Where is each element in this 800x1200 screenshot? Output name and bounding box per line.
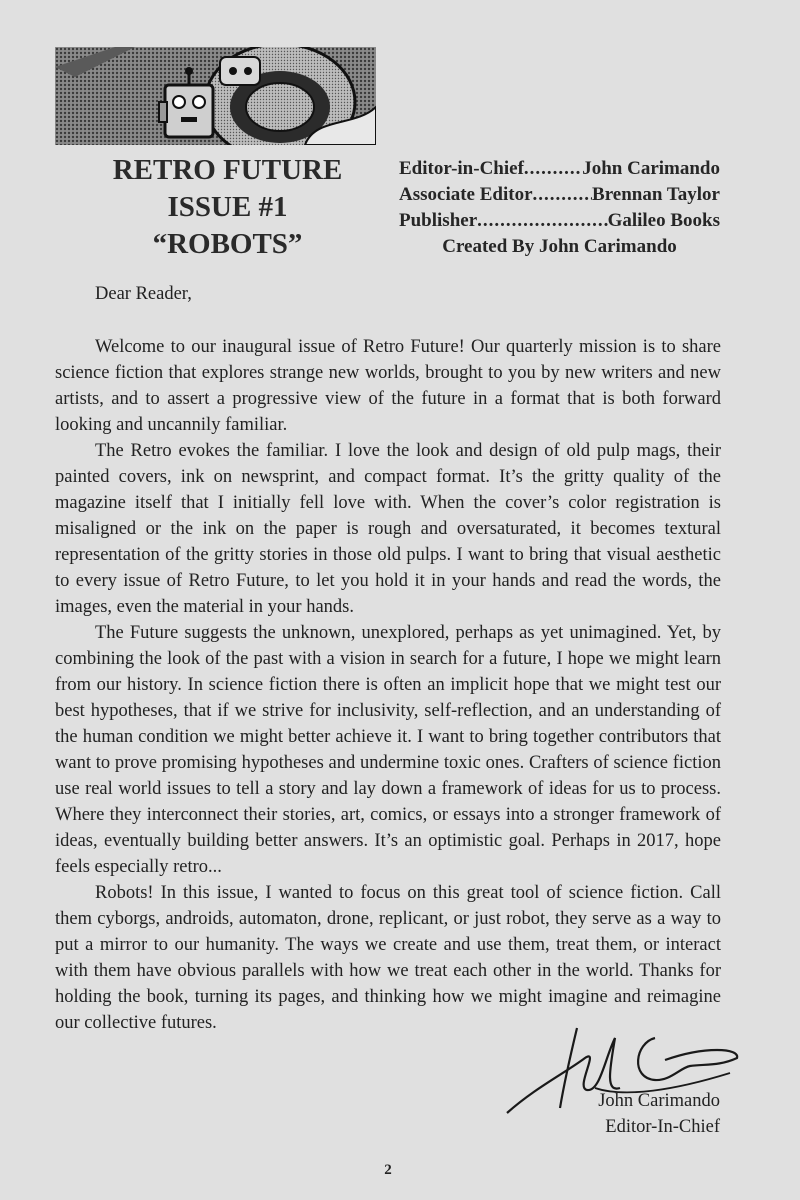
issue-title-block bbox=[55, 152, 400, 263]
magazine-title: RETRO FUTURE bbox=[112, 154, 343, 186]
issue-number: ISSUE #1 bbox=[167, 191, 288, 223]
signoff-name: John Carimando bbox=[598, 1091, 720, 1111]
leader-dots bbox=[477, 208, 607, 234]
publisher-role: Publisher bbox=[399, 210, 478, 231]
masthead bbox=[399, 156, 720, 260]
letter-paragraph: Welcome to our inaugural issue of Retro Future! Our quarterly mission is to share science fiction that explores strange new worlds, brought to you by new writers and new artists, and to assert a progressive view of the future in a format that is both forward looking and uncannily familiar. bbox=[55, 337, 721, 435]
publisher-name: Galileo Books bbox=[607, 210, 720, 231]
leader-dots bbox=[524, 156, 582, 182]
robot-illustration-banner bbox=[55, 47, 376, 145]
associate-name: Brennan Taylor bbox=[592, 184, 720, 205]
page-number: 2 bbox=[384, 1162, 392, 1178]
associate-role: Associate Editor bbox=[399, 184, 533, 205]
editor-name: John Carimando bbox=[582, 158, 720, 179]
masthead-publisher-row bbox=[399, 208, 720, 234]
letter-paragraph: Robots! In this issue, I wanted to focus on this great tool of science fiction. Call them cyborgs, androids, automaton, drone, replicant, or just robot, they serve as a way to put a mirror to our humanity. The ways we create and use them, treat them, or interact with them have obvious parallels with how we treat each other in the world. Thanks for holding the book, turning its pages, and thinking how we might imagine and reimagine our collective futures. bbox=[55, 883, 721, 1033]
masthead-editor-row bbox=[399, 156, 720, 182]
leader-dots bbox=[533, 182, 593, 208]
created-by: Created By John Carimando bbox=[442, 236, 677, 257]
issue-theme: “ROBOTS” bbox=[152, 228, 303, 260]
letter-greeting: Dear Reader, bbox=[95, 284, 192, 304]
signoff bbox=[598, 1088, 720, 1140]
letter-paragraph: The Future suggests the unknown, unexplored, perhaps as yet unimagined. Yet, by combining the look of the past with a vision in search for a future, I hope we might learn from our history. In science fiction there is often an implicit hope that we might test our best hypotheses, that if we strive for inclusivity, self-reflection, and an understanding of the human condition we might better achieve it. I want to bring together contributors that want to prove promising hypotheses and undermine toxic ones. Crafters of science fiction use real world issues to tell a story and lay down a framework of ideas for us to process. Where they interconnect their stories, art, comics, or essays into a stronger framework of ideas, eventually building better answers. It’s an optimistic goal. Perhaps in 2017, hope feels especially retro... bbox=[55, 623, 721, 877]
editor-role: Editor-in-Chief bbox=[399, 158, 524, 179]
editor-letter bbox=[55, 281, 721, 1036]
robot-illustration-icon bbox=[55, 47, 376, 145]
signoff-title: Editor-In-Chief bbox=[605, 1117, 720, 1137]
masthead-associate-row bbox=[399, 182, 720, 208]
letter-paragraph: The Retro evokes the familiar. I love the look and design of old pulp mags, their painted covers, ink on newsprint, and compact format. It’s the gritty quality of the magazine itself that I initially fell love with. When the cover’s color registration is misaligned or the ink on the paper is rough and oversaturated, it becomes textural representation of the gritty stories in those old pulps. I want to bring that visual aesthetic to every issue of Retro Future, to let you hold it in your hands and read the words, the images, even the material in your hands. bbox=[55, 441, 721, 617]
